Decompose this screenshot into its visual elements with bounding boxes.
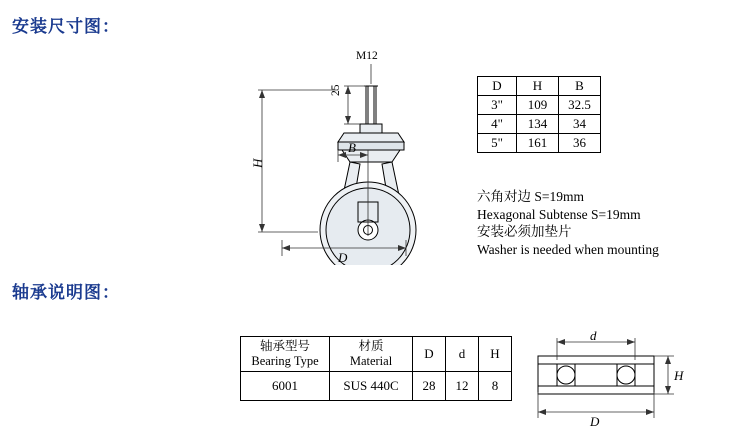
cell-size: 3" — [478, 96, 517, 115]
mounting-notes — [477, 188, 659, 258]
label-diameter-d: D — [338, 250, 348, 265]
label-bearing-d-small: d — [590, 328, 597, 343]
header-material-cn: 材质 — [358, 339, 384, 353]
cell-b: 36 — [559, 134, 601, 153]
note-line: 安装必须加垫片 — [477, 224, 572, 239]
dimension-table — [477, 76, 601, 153]
header-cell-d: D — [478, 77, 517, 96]
label-height-h: H — [250, 158, 265, 168]
cell-h: 109 — [517, 96, 559, 115]
table-row — [241, 372, 512, 401]
note-line: Hexagonal Subtense S=19mm — [477, 206, 641, 222]
bearing-drawing — [524, 330, 684, 430]
table-header-row — [241, 337, 512, 372]
table-row — [478, 134, 601, 153]
cell-size: 5" — [478, 134, 517, 153]
cell-h: 161 — [517, 134, 559, 153]
cell-material: SUS 440C — [330, 372, 413, 401]
caster-drawing-svg — [220, 50, 450, 265]
header-cell-h: H — [517, 77, 559, 96]
section-title-bearing: 轴承说明图： — [12, 283, 120, 302]
table-header-row — [478, 77, 601, 96]
cell-h: 134 — [517, 115, 559, 134]
caster-drawing — [220, 50, 450, 265]
cell-bearing-type: 6001 — [241, 372, 330, 401]
label-thread-m12: M12 — [356, 50, 378, 62]
cell-size: 4" — [478, 115, 517, 134]
cell-d-small: 12 — [446, 372, 479, 401]
table-row — [478, 96, 601, 115]
note-line: 六角对边 S=19mm — [477, 189, 584, 204]
header-material-en: Material — [349, 354, 393, 368]
cell-b: 34 — [559, 115, 601, 134]
label-bearing-d-big: D — [590, 414, 600, 429]
header-cell-b: B — [559, 77, 601, 96]
header-bearing-type-cn: 轴承型号 — [259, 339, 310, 353]
table-row — [478, 115, 601, 134]
label-bearing-h: H — [674, 368, 684, 383]
section-title-installation: 安装尺寸图： — [12, 17, 120, 36]
header-cell-bearing-type — [241, 337, 330, 372]
header-cell-h: H — [479, 337, 512, 372]
bearing-drawing-svg — [524, 330, 684, 430]
header-cell-material — [330, 337, 413, 372]
note-line: Washer is needed when mounting — [477, 241, 659, 257]
cell-b: 32.5 — [559, 96, 601, 115]
header-bearing-type-en: Bearing Type — [251, 354, 319, 368]
cell-d-big: 28 — [413, 372, 446, 401]
cell-h: 8 — [479, 372, 512, 401]
label-thread-length: 25 — [330, 84, 342, 96]
header-cell-d-small: d — [446, 337, 479, 372]
header-cell-d-big: D — [413, 337, 446, 372]
label-offset-b: B — [348, 140, 356, 155]
bearing-table — [240, 336, 512, 401]
